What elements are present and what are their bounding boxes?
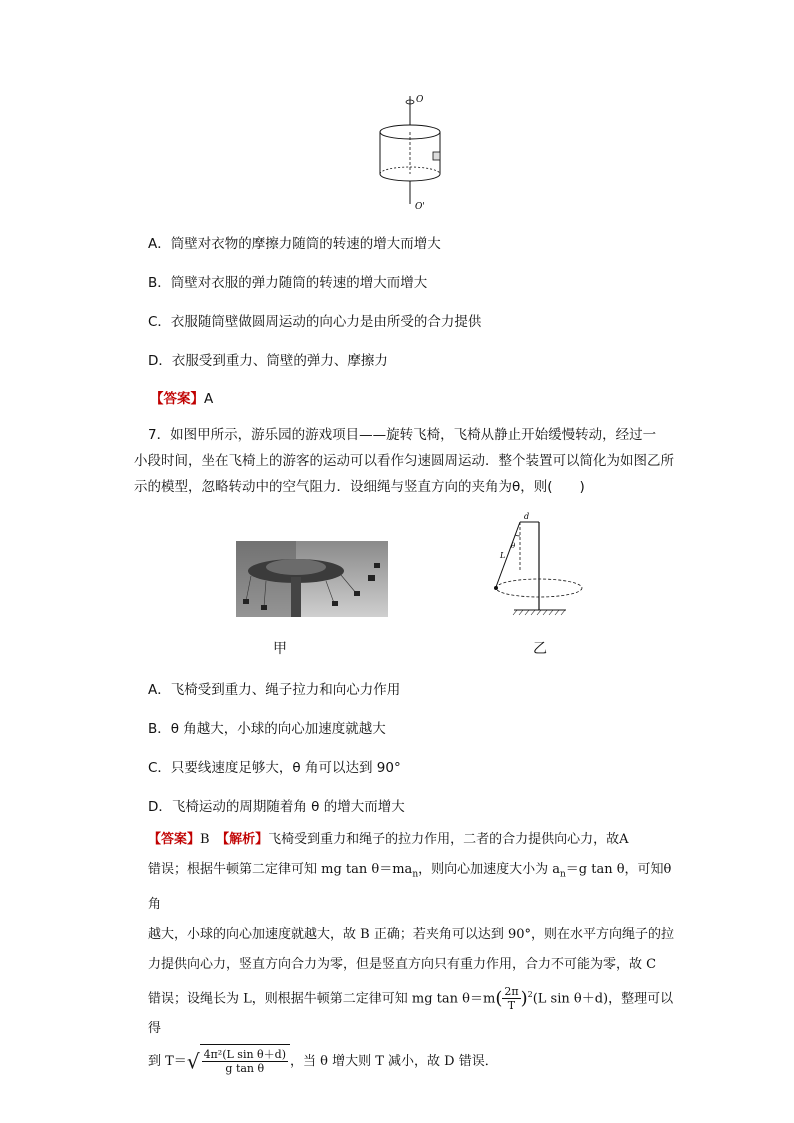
answer-value: A [204, 391, 214, 407]
q7-stem [134, 422, 678, 500]
q7-line-3: 示的模型，忽略转动中的空气阻力．设细绳与竖直方向的夹角为θ，则( ) [134, 479, 585, 495]
label-theta: θ [511, 542, 516, 550]
q7-option-c: C．只要线速度足够大，θ 角可以达到 90° [148, 760, 401, 776]
q7-line-1: 7．如图甲所示，游乐园的游戏项目——旋转飞椅，飞椅从静止开始缓慢转动，经过一 [148, 427, 657, 443]
q7-option-b: B．θ 角越大，小球的向心加速度就越大 [148, 721, 386, 737]
label-l: L [500, 551, 506, 560]
q7-explanation [148, 825, 678, 1079]
exp-line-1: 【答案】B 【解析】飞椅受到重力和绳子的拉力作用，二者的合力提供向心力，故A [148, 832, 629, 847]
q6-option-a: A．筒壁对衣物的摩擦力随筒的转速的增大而增大 [148, 236, 441, 252]
label-o: O [416, 95, 424, 105]
swing-ride-photo [236, 541, 388, 617]
exp-line-4: 力提供向心力，竖直方向合力为零，但是竖直方向只有重力作用，合力不可能为零，故 C [148, 956, 657, 972]
q7-option-a: A．飞椅受到重力、绳子拉力和向心力作用 [148, 682, 401, 698]
q7-line-2: 小段时间，坐在飞椅上的游客的运动可以看作匀速圆周运动．整个装置可以简化为如图乙所 [134, 453, 674, 469]
q6-option-c: C．衣服随筒壁做圆周运动的向心力是由所受的合力提供 [148, 314, 482, 330]
caption-right: 乙 [533, 641, 547, 657]
label-o-prime: O' [415, 202, 425, 212]
swing-model-figure [484, 512, 584, 620]
q6-answer [150, 387, 213, 407]
exp-line-6: 到 T＝√ $\frac{\text{4π²(L sin θ＋d)}}{\text{g tan θ}}$ ，当 θ 增大则 T 减小，故 D 错误． [148, 1044, 678, 1079]
q6-option-b: B．筒壁对衣服的弹力随筒的转速的增大而增大 [148, 275, 428, 291]
caption-left: 甲 [273, 641, 287, 657]
exp-line-5: 错误；设绳长为 L，则根据牛顿第二定律可知 mg tan θ＝m( $\frac{2\pi}{T}$ )$^2$(L sin θ＋d)，整理可以得 [148, 984, 674, 1036]
q7-option-d: D．飞椅运动的周期随着角 θ 的增大而增大 [148, 799, 405, 815]
label-d: d [524, 512, 530, 521]
answer-label: 【答案】 [150, 391, 204, 407]
exp-line-2: 错误；根据牛顿第二定律可知 mg $\tan \theta=ma_n$，则向心加速度大小为 $a_n=g$ tan θ，可知θ 角 [148, 862, 672, 912]
q6-option-d: D．衣服受到重力、筒壁的弹力、摩擦力 [148, 353, 388, 369]
cylinder-figure [370, 92, 460, 214]
exp-line-3: 越大，小球的向心加速度就越大，故 B 正确；若夹角可以达到 90°，则在水平方向绳子的拉 [148, 926, 674, 942]
